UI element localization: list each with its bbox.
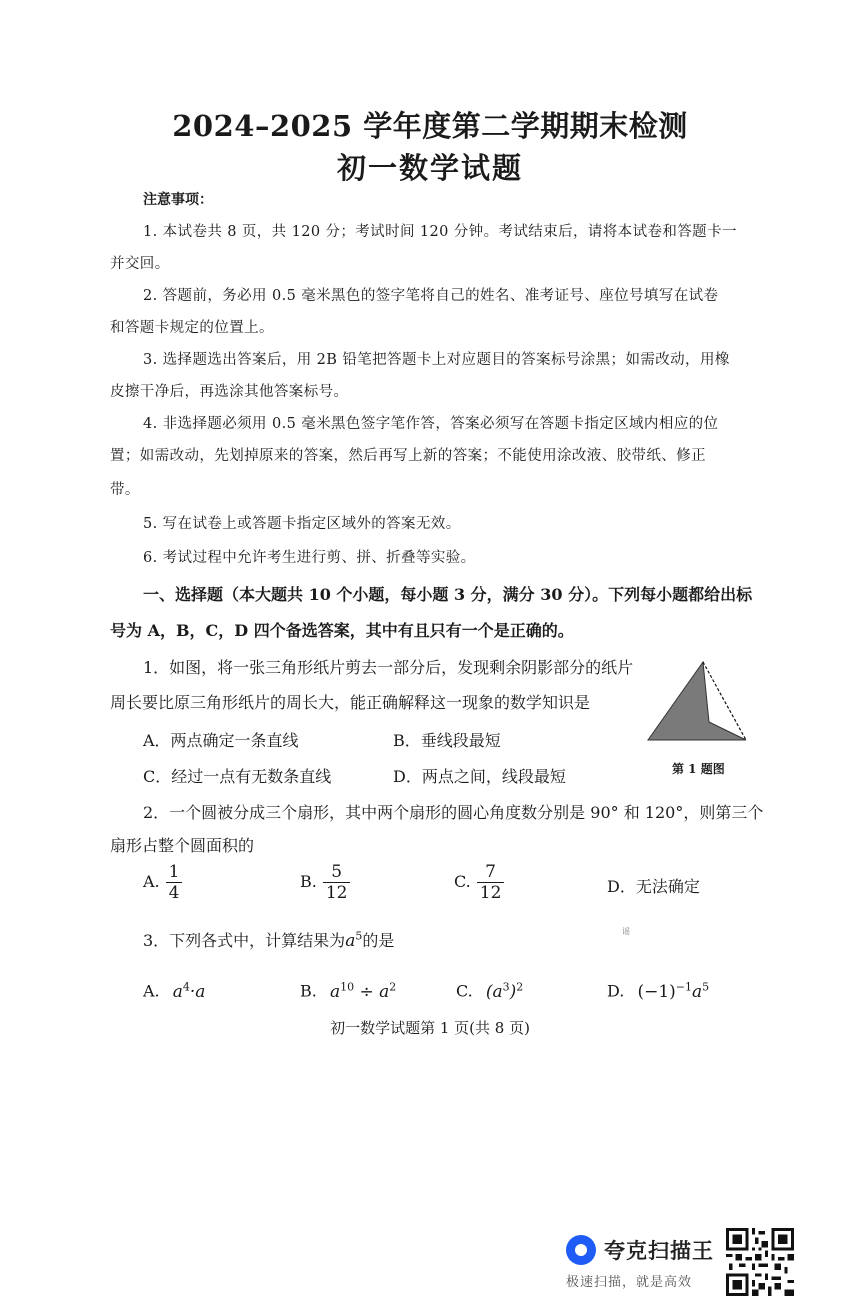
section-heading-line-2: 号为 A，B，C，D 四个备选答案，其中有且只有一个是正确的。 xyxy=(110,621,574,640)
q3-option-a-expr: $a^4\cdot a$ xyxy=(172,980,206,1002)
brand-name: 夸克扫描王 xyxy=(604,1239,714,1263)
q2-stem-line-1: 2．一个圆被分成三个扇形，其中两个扇形的圆心角度数分别是 90° 和 120°，则第三个 xyxy=(143,803,764,822)
q2-option-a-numerator: 1 xyxy=(168,862,180,882)
q3-option-d-label: D. xyxy=(607,981,625,1001)
section-heading-line-1: 一、选择题（本大题共 10 个小题，每小题 3 分，满分 30 分）。下列每小题都给出标 xyxy=(143,585,753,604)
brand-slogan: 极速扫描，就是高效 xyxy=(566,1275,693,1290)
q2-option-a-fraction xyxy=(166,862,183,903)
note-2-line-1: 2. 答题前，务必用 0.5 毫米黑色的签字笔将自己的姓名、准考证号、座位号填写在试卷 xyxy=(143,288,719,304)
scan-mark: 谣 xyxy=(622,927,630,936)
qr-code-icon xyxy=(726,1228,794,1296)
q3-option-a-label: A. xyxy=(143,981,160,1001)
scanner-watermark xyxy=(566,1231,726,1291)
exam-title: 2024–2025 学年度第二学期期末检测 xyxy=(172,109,688,143)
q3-option-c-label: C. xyxy=(456,981,473,1001)
q1-option-c: C．经过一点有无数条直线 xyxy=(143,767,332,786)
q3-stem-exponent: 5 xyxy=(355,929,363,943)
q2-option-d: D．无法确定 xyxy=(607,877,700,896)
q2-option-c-label: C. xyxy=(454,872,471,891)
q1-stem-line-2: 周长要比原三角形纸片的周长大，能正确解释这一现象的数学知识是 xyxy=(110,693,591,712)
q2-option-c-denominator: 12 xyxy=(477,882,505,903)
quark-logo-icon xyxy=(566,1235,596,1265)
note-1-line-2: 并交回。 xyxy=(110,256,170,272)
q2-option-c xyxy=(454,862,504,903)
q2-option-a-denominator: 4 xyxy=(166,882,183,903)
q2-option-b-numerator: 5 xyxy=(331,862,343,882)
note-3-line-1: 3. 选择题选出答案后，用 2B 铅笔把答题卡上对应题目的答案标号涂黑；如需改动，用橡 xyxy=(143,352,730,368)
q2-option-c-numerator: 7 xyxy=(485,862,496,882)
q1-triangle-figure xyxy=(645,660,753,746)
q3-option-b xyxy=(300,980,396,1002)
q2-stem-line-2: 扇形占整个圆面积的 xyxy=(110,836,255,855)
q3-stem-math xyxy=(345,931,362,951)
q2-option-c-fraction xyxy=(477,862,505,903)
q3-option-c-expr: $(a^3)^2$ xyxy=(485,980,524,1002)
q1-figure-caption: 第 1 题图 xyxy=(672,762,725,776)
note-5: 5. 写在试卷上或答题卡指定区域外的答案无效。 xyxy=(143,516,461,532)
q3-stem-text: 3．下列各式中，计算结果为 xyxy=(143,931,346,950)
note-2-line-2: 和答题卡规定的位置上。 xyxy=(110,320,274,336)
q2-option-b-denominator: 12 xyxy=(323,882,351,903)
note-4-line-1: 4. 非选择题必须用 0.5 毫米黑色签字笔作答，答案必须写在答题卡指定区域内相应的位 xyxy=(143,416,719,432)
q3-stem-end: 的是 xyxy=(362,931,395,950)
q3-option-c xyxy=(456,980,523,1002)
q2-option-a xyxy=(143,862,182,903)
q1-option-b: B．垂线段最短 xyxy=(393,731,501,750)
q2-option-b xyxy=(300,862,350,903)
notes-heading: 注意事项： xyxy=(143,192,213,208)
note-4-line-2: 置；如需改动，先划掉原来的答案，然后再写上新的答案；不能使用涂改液、胶带纸、修正 xyxy=(110,448,706,464)
note-6: 6. 考试过程中允许考生进行剪、拼、折叠等实验。 xyxy=(143,550,476,566)
q3-option-b-label: B. xyxy=(300,981,317,1001)
q3-option-d-expr: $(-1)^{-1}a^5$ xyxy=(637,980,710,1002)
q1-option-a: A．两点确定一条直线 xyxy=(143,731,299,750)
q3-stem-base: a xyxy=(345,931,356,951)
page-footer: 初一数学试题第 1 页(共 8 页) xyxy=(330,1019,530,1037)
q2-option-a-label: A. xyxy=(143,872,160,891)
q3-option-b-expr: $a^{10} \div a^2$ xyxy=(329,980,397,1002)
q2-option-b-fraction xyxy=(323,862,351,903)
q1-shaded-paper xyxy=(648,662,746,740)
note-1-line-1: 1. 本试卷共 8 页，共 120 分；考试时间 120 分钟。考试结束后，请将本试卷和答题卡一 xyxy=(143,224,737,240)
q3-option-d xyxy=(607,980,709,1002)
note-3-line-2: 皮擦干净后，再选涂其他答案标号。 xyxy=(110,384,349,400)
q1-stem-line-1: 1．如图，将一张三角形纸片剪去一部分后，发现剩余阴影部分的纸片 xyxy=(143,658,634,677)
q1-option-d: D．两点之间，线段最短 xyxy=(393,767,566,786)
note-4-line-3: 带。 xyxy=(110,482,140,498)
exam-subtitle: 初一数学试题 xyxy=(336,151,523,185)
q3-option-a xyxy=(143,980,205,1002)
q3-stem xyxy=(143,928,394,951)
q2-option-b-label: B. xyxy=(300,872,317,891)
